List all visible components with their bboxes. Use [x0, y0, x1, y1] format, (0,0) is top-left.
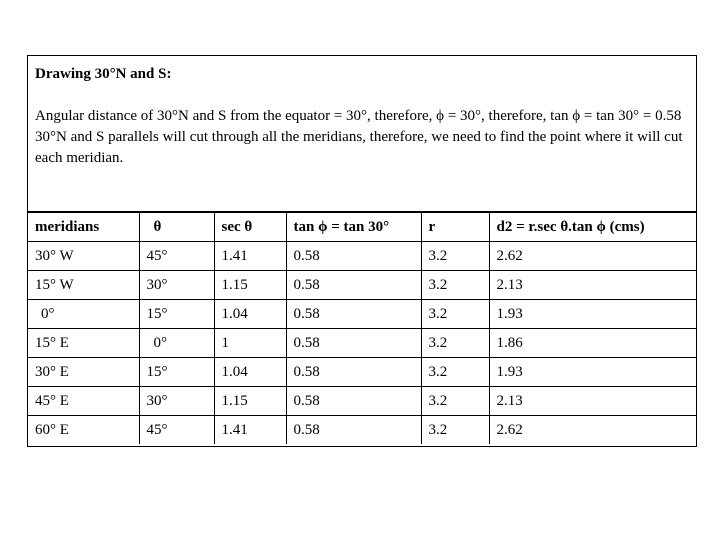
cell-meridian: 60° E: [28, 416, 139, 445]
cell-d2: 2.62: [489, 242, 696, 271]
cell-r: 3.2: [421, 242, 489, 271]
cell-tan-phi: 0.58: [286, 387, 421, 416]
cell-sec-theta: 1.04: [214, 358, 286, 387]
header-r: r: [421, 213, 489, 242]
cell-sec-theta: 1.41: [214, 242, 286, 271]
cell-meridian: 30° E: [28, 358, 139, 387]
cell-theta: 30°: [139, 387, 214, 416]
cell-r: 3.2: [421, 300, 489, 329]
paragraph-parallels: 30°N and S parallels will cut through all the meridians, therefore, we need to find the point where it will cut each meridian.: [35, 129, 683, 166]
cell-theta: 0°: [139, 329, 214, 358]
cell-tan-phi: 0.58: [286, 242, 421, 271]
table-row: [28, 387, 696, 416]
cell-sec-theta: 1.04: [214, 300, 286, 329]
cell-theta: 30°: [139, 271, 214, 300]
cell-r: 3.2: [421, 416, 489, 445]
cell-r: 3.2: [421, 329, 489, 358]
cell-d2: 2.13: [489, 387, 696, 416]
table-header-row: [28, 213, 696, 242]
intro-section: [28, 56, 696, 213]
header-meridians: meridians: [28, 213, 139, 242]
document-frame: [27, 55, 697, 447]
cell-meridian: 15° E: [28, 329, 139, 358]
cell-meridian: 45° E: [28, 387, 139, 416]
table-row: [28, 300, 696, 329]
header-sec-theta: sec θ: [214, 213, 286, 242]
cell-d2: 2.62: [489, 416, 696, 445]
cell-r: 3.2: [421, 271, 489, 300]
cell-theta: 15°: [139, 300, 214, 329]
cell-theta: 15°: [139, 358, 214, 387]
cell-tan-phi: 0.58: [286, 300, 421, 329]
cell-d2: 2.13: [489, 271, 696, 300]
cell-meridian: 30° W: [28, 242, 139, 271]
header-theta: θ: [139, 213, 214, 242]
cell-tan-phi: 0.58: [286, 329, 421, 358]
table-row: [28, 358, 696, 387]
cell-d2: 1.86: [489, 329, 696, 358]
cell-meridian: 0°: [28, 300, 139, 329]
calculation-table: [28, 213, 696, 444]
paragraph-angular-distance: Angular distance of 30°N and S from the equator = 30°, therefore, ϕ = 30°, therefore, tan ϕ = tan 30° = 0.58: [35, 108, 682, 124]
section-heading: Drawing 30°N and S:: [35, 66, 172, 82]
cell-theta: 45°: [139, 242, 214, 271]
cell-d2: 1.93: [489, 300, 696, 329]
cell-tan-phi: 0.58: [286, 416, 421, 445]
cell-r: 3.2: [421, 387, 489, 416]
cell-sec-theta: 1.15: [214, 387, 286, 416]
table-row: [28, 271, 696, 300]
cell-sec-theta: 1.15: [214, 271, 286, 300]
header-d2: d2 = r.sec θ.tan ϕ (cms): [489, 213, 696, 242]
header-tan-phi: tan ϕ = tan 30°: [286, 213, 421, 242]
cell-tan-phi: 0.58: [286, 358, 421, 387]
cell-theta: 45°: [139, 416, 214, 445]
cell-sec-theta: 1: [214, 329, 286, 358]
table-row: [28, 329, 696, 358]
cell-r: 3.2: [421, 358, 489, 387]
cell-meridian: 15° W: [28, 271, 139, 300]
cell-sec-theta: 1.41: [214, 416, 286, 445]
table-row: [28, 242, 696, 271]
cell-tan-phi: 0.58: [286, 271, 421, 300]
cell-d2: 1.93: [489, 358, 696, 387]
table-row: [28, 416, 696, 445]
